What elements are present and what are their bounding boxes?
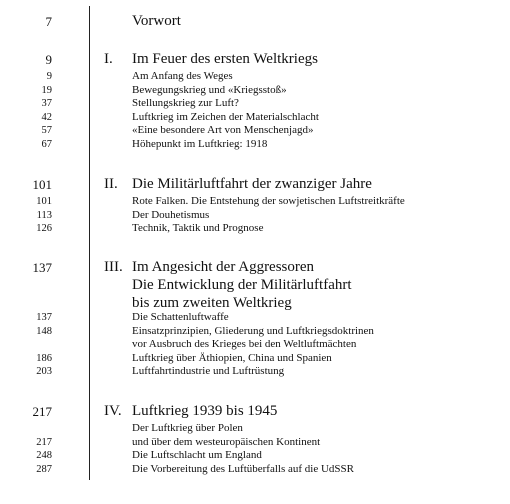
chapter-title-line: Die Entwicklung der Militärluftfahrt [132, 277, 352, 293]
entry-page-number: 186 [36, 352, 52, 364]
entry-title: Luftkrieg über Äthiopien, China und Spanien [132, 351, 332, 364]
entry-title: Höhepunkt im Luftkrieg: 1918 [132, 138, 268, 150]
entry-page-number: 217 [36, 436, 52, 448]
chapter-page-number: 9 [45, 52, 52, 67]
vorwort-title: Vorwort [132, 13, 181, 29]
entry-page-number: 67 [41, 139, 52, 150]
chapter-title-line: bis zum zweiten Weltkrieg [132, 295, 292, 311]
entry-title: Die Vorbereitung des Luftüberfalls auf die UdSSR [132, 462, 354, 475]
vertical-rule [89, 6, 90, 480]
chapter-page-number: 101 [32, 177, 52, 192]
entry-title: «Eine besondere Art von Menschenjagd» [132, 124, 314, 137]
chapter-title-line: Die Militärluftfahrt der zwanziger Jahre [132, 176, 372, 192]
entry-page-number: 57 [41, 125, 52, 137]
entry-title: Der Luftkrieg über Polen [132, 422, 243, 434]
chapter-page-number: 217 [32, 404, 52, 419]
entry-title: Luftfahrtindustrie und Luftrüstung [132, 365, 285, 378]
chapter-page-number: 137 [32, 260, 52, 275]
chapter-number: III. [104, 259, 123, 275]
entry-title: Am Anfang des Weges [132, 70, 233, 82]
entry-title: und über dem westeuropäischen Kontinent [132, 435, 321, 448]
entry-title: Rote Falken. Die Entstehung der sowjetischen Luftstreitkräfte [132, 195, 405, 207]
entry-title: vor Ausbruch des Krieges bei den Weltluftmächten [132, 338, 357, 351]
entry-page-number: 19 [41, 84, 52, 96]
entry-page-number: 113 [36, 209, 52, 221]
entry-title: Bewegungskrieg und «Kriegsstoß» [132, 83, 287, 96]
entry-page-number: 42 [41, 111, 52, 123]
chapter-number: IV. [104, 403, 122, 419]
entry-title: Luftkrieg im Zeichen der Materialschlacht [132, 110, 319, 123]
entry-page-number: 101 [36, 196, 52, 207]
entry-title: Stellungskrieg zur Luft? [132, 97, 239, 110]
chapter-title-line: Im Angesicht der Aggressoren [132, 259, 315, 275]
chapter-number: II. [104, 176, 118, 192]
entry-page-number: 9 [46, 71, 52, 82]
entry-title: Die Schattenluftwaffe [132, 311, 229, 323]
entry-title: Einsatzprinzipien, Gliederung und Luftkriegsdoktrinen [132, 324, 374, 337]
chapter-number: I. [104, 51, 113, 67]
entry-page-number: 148 [36, 325, 52, 337]
entry-page-number: 203 [36, 366, 52, 378]
entry-page-number: 37 [41, 98, 52, 110]
entry-title: Der Douhetismus [132, 208, 210, 221]
chapter-title-line: Luftkrieg 1939 bis 1945 [132, 403, 278, 419]
entry-page-number: 137 [36, 312, 52, 323]
chapter-title-line: Im Feuer des ersten Weltkriegs [132, 51, 318, 67]
entry-page-number: 287 [36, 463, 52, 475]
entry-title: Die Luftschlacht um England [132, 449, 262, 462]
entry-title: Technik, Taktik und Prognose [132, 222, 264, 235]
entry-page-number: 248 [36, 450, 52, 462]
vorwort-page-number: 7 [45, 14, 52, 29]
entry-page-number: 126 [36, 223, 52, 235]
